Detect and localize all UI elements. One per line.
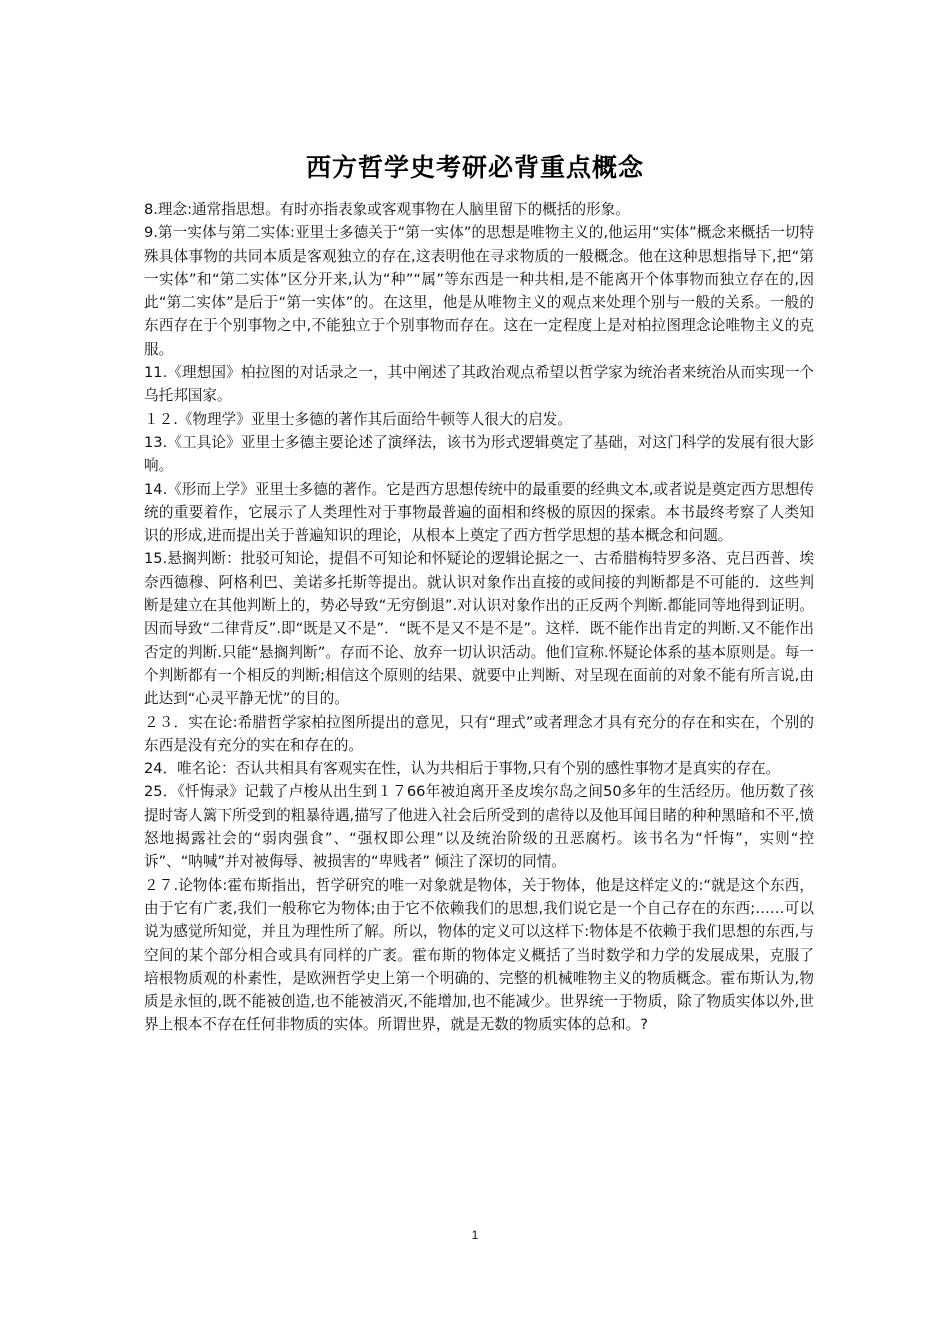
page-number: 1 xyxy=(471,1228,479,1242)
paragraph-14: 14.《形而上学》亚里士多德的著作。它是西方思想传统中的最重要的经典文本,或者说是奠定西方思想传统的重要着作，它展示了人类理性对于事物最普遍的面相和终极的原因的探索。本书最终考察了人类知识的形成,进而提出关于普遍知识的理论，从根本上奠定了西方哲学思想的基本概念和问题。 xyxy=(144,480,814,545)
paragraph-23: ２３．实在论:希腊哲学家柏拉图所提出的意见，只有“理式”或者理念才具有充分的存在和实在，个别的东西是没有充分的实在和存在的。 xyxy=(144,713,814,754)
paragraph-15: 15.悬搁判断：批驳可知论，提倡不可知论和怀疑论的逻辑论据之一、古希腊梅特罗多洛、克吕西普、埃奈西德穆、阿格利巴、美诺多托斯等提出。就认识对象作出直接的或间接的判断都是不可能的．这些判断是建立在其他判断上的，势必导致“无穷倒退”.对认识对象作出的正反两个判断.都能同等地得到证明。因而导致“二律背反”.即“既是又不是”．“既不是又不是不是”。这样．既不能作出肯定的判断.又不能作出否定的判断.只能“悬搁判断”。存而不论、放弃一切认识活动。他们宣称.怀疑论体系的基本原则是。每一个判断都有一个相反的判断;相信这个原则的结果、就要中止判断、对呈现在面前的对象不能有所言说,由此达到“心灵平静无忧”的目的。 xyxy=(144,550,814,708)
paragraph-13: 13.《工具论》亚里士多德主要论述了演绎法，该书为形式逻辑奠定了基础，对这门科学的发展有很大影响。 xyxy=(144,433,814,475)
paragraph-11: 11.《理想国》柏拉图的对话录之一，其中阐述了其政治观点希望以哲学家为统治者来统治从而实现一个乌托邦国家。 xyxy=(144,364,814,405)
paragraph-8: 8.理念:通常指思想。有时亦指表象或客观事物在人脑里留下的概括的形象。 xyxy=(144,201,630,218)
paragraph-9: 9.第一实体与第二实体:亚里士多德关于“第一实体”的思想是唯物主义的,他运用“实体”概念来概括一切特殊具体事物的共同本质是客观独立的存在,这表明他在寻求物质的一般概念。他在这种思想指导下,把“第一实体”和“第二实体”区分开来,认为“种”“属”等东西是一种共相,是不能离开个体事物而独立存在的,因此“第二实体”是后于“第一实体”的。在这里，他是从唯物主义的观点来处理个别与一般的关系。一般的东西存在于个别事物之中,不能独立于个别事物而存在。这在一定程度上是对柏拉图理念论唯物主义的克服。 xyxy=(144,224,814,358)
paragraph-25: 25．《忏悔录》记载了卢梭从出生到１７66年被迫离开圣皮埃尔岛之间50多年的生活经历。他历数了孩提时寄人篱下所受到的粗暴待遇,描写了他进入社会后所受到的虐待以及他耳闻目睹的种种黑暗和不平,愤怒地揭露社会的“弱肉强食”、“强权即公理”以及统治阶级的丑恶腐朽。该书名为“忏悔”，实则“控诉”、“呐喊”并对被侮辱、被损害的“卑贱者” 倾注了深切的同情。 xyxy=(144,783,814,871)
page-title: 西方哲学史考研必背重点概念 xyxy=(305,153,644,182)
paragraph-12: １２.《物理学》亚里士多德的著作其后面给牛顿等人很大的启发。 xyxy=(144,410,572,428)
document-body xyxy=(144,198,814,1037)
paragraph-27: ２７.论物体:霍布斯指出，哲学研究的唯一对象就是物体，关于物体，他是这样定义的:“就是这个东西，由于它有广袤,我们一般称它为物体;由于它不依赖我们的思想,我们说它是一个自己存在的东西;……可以说为感觉所知觉，并且为理性所了解。所以，物体的定义可以这样下:物体是不依赖于我们思想的东西,与空间的某个部分相合或具有同样的广袤。霍布斯的物体定义概括了当时数学和力学的发展成果，克服了培根物质观的朴素性，是欧洲哲学史上第一个明确的、完整的机械唯物主义的物质概念。霍布斯认为,物质是永恒的,既不能被创造,也不能被消灭,不能增加,也不能减少。世界统一于物质，除了物质实体以外,世界上根本不存在任何非物质的实体。所谓世界，就是无数的物质实体的总和。? xyxy=(144,876,814,1034)
paragraph-24: 24．唯名论：否认共相具有客观实在性，认为共相后于事物,只有个别的感性事物才是真实的存在。 xyxy=(144,760,781,778)
